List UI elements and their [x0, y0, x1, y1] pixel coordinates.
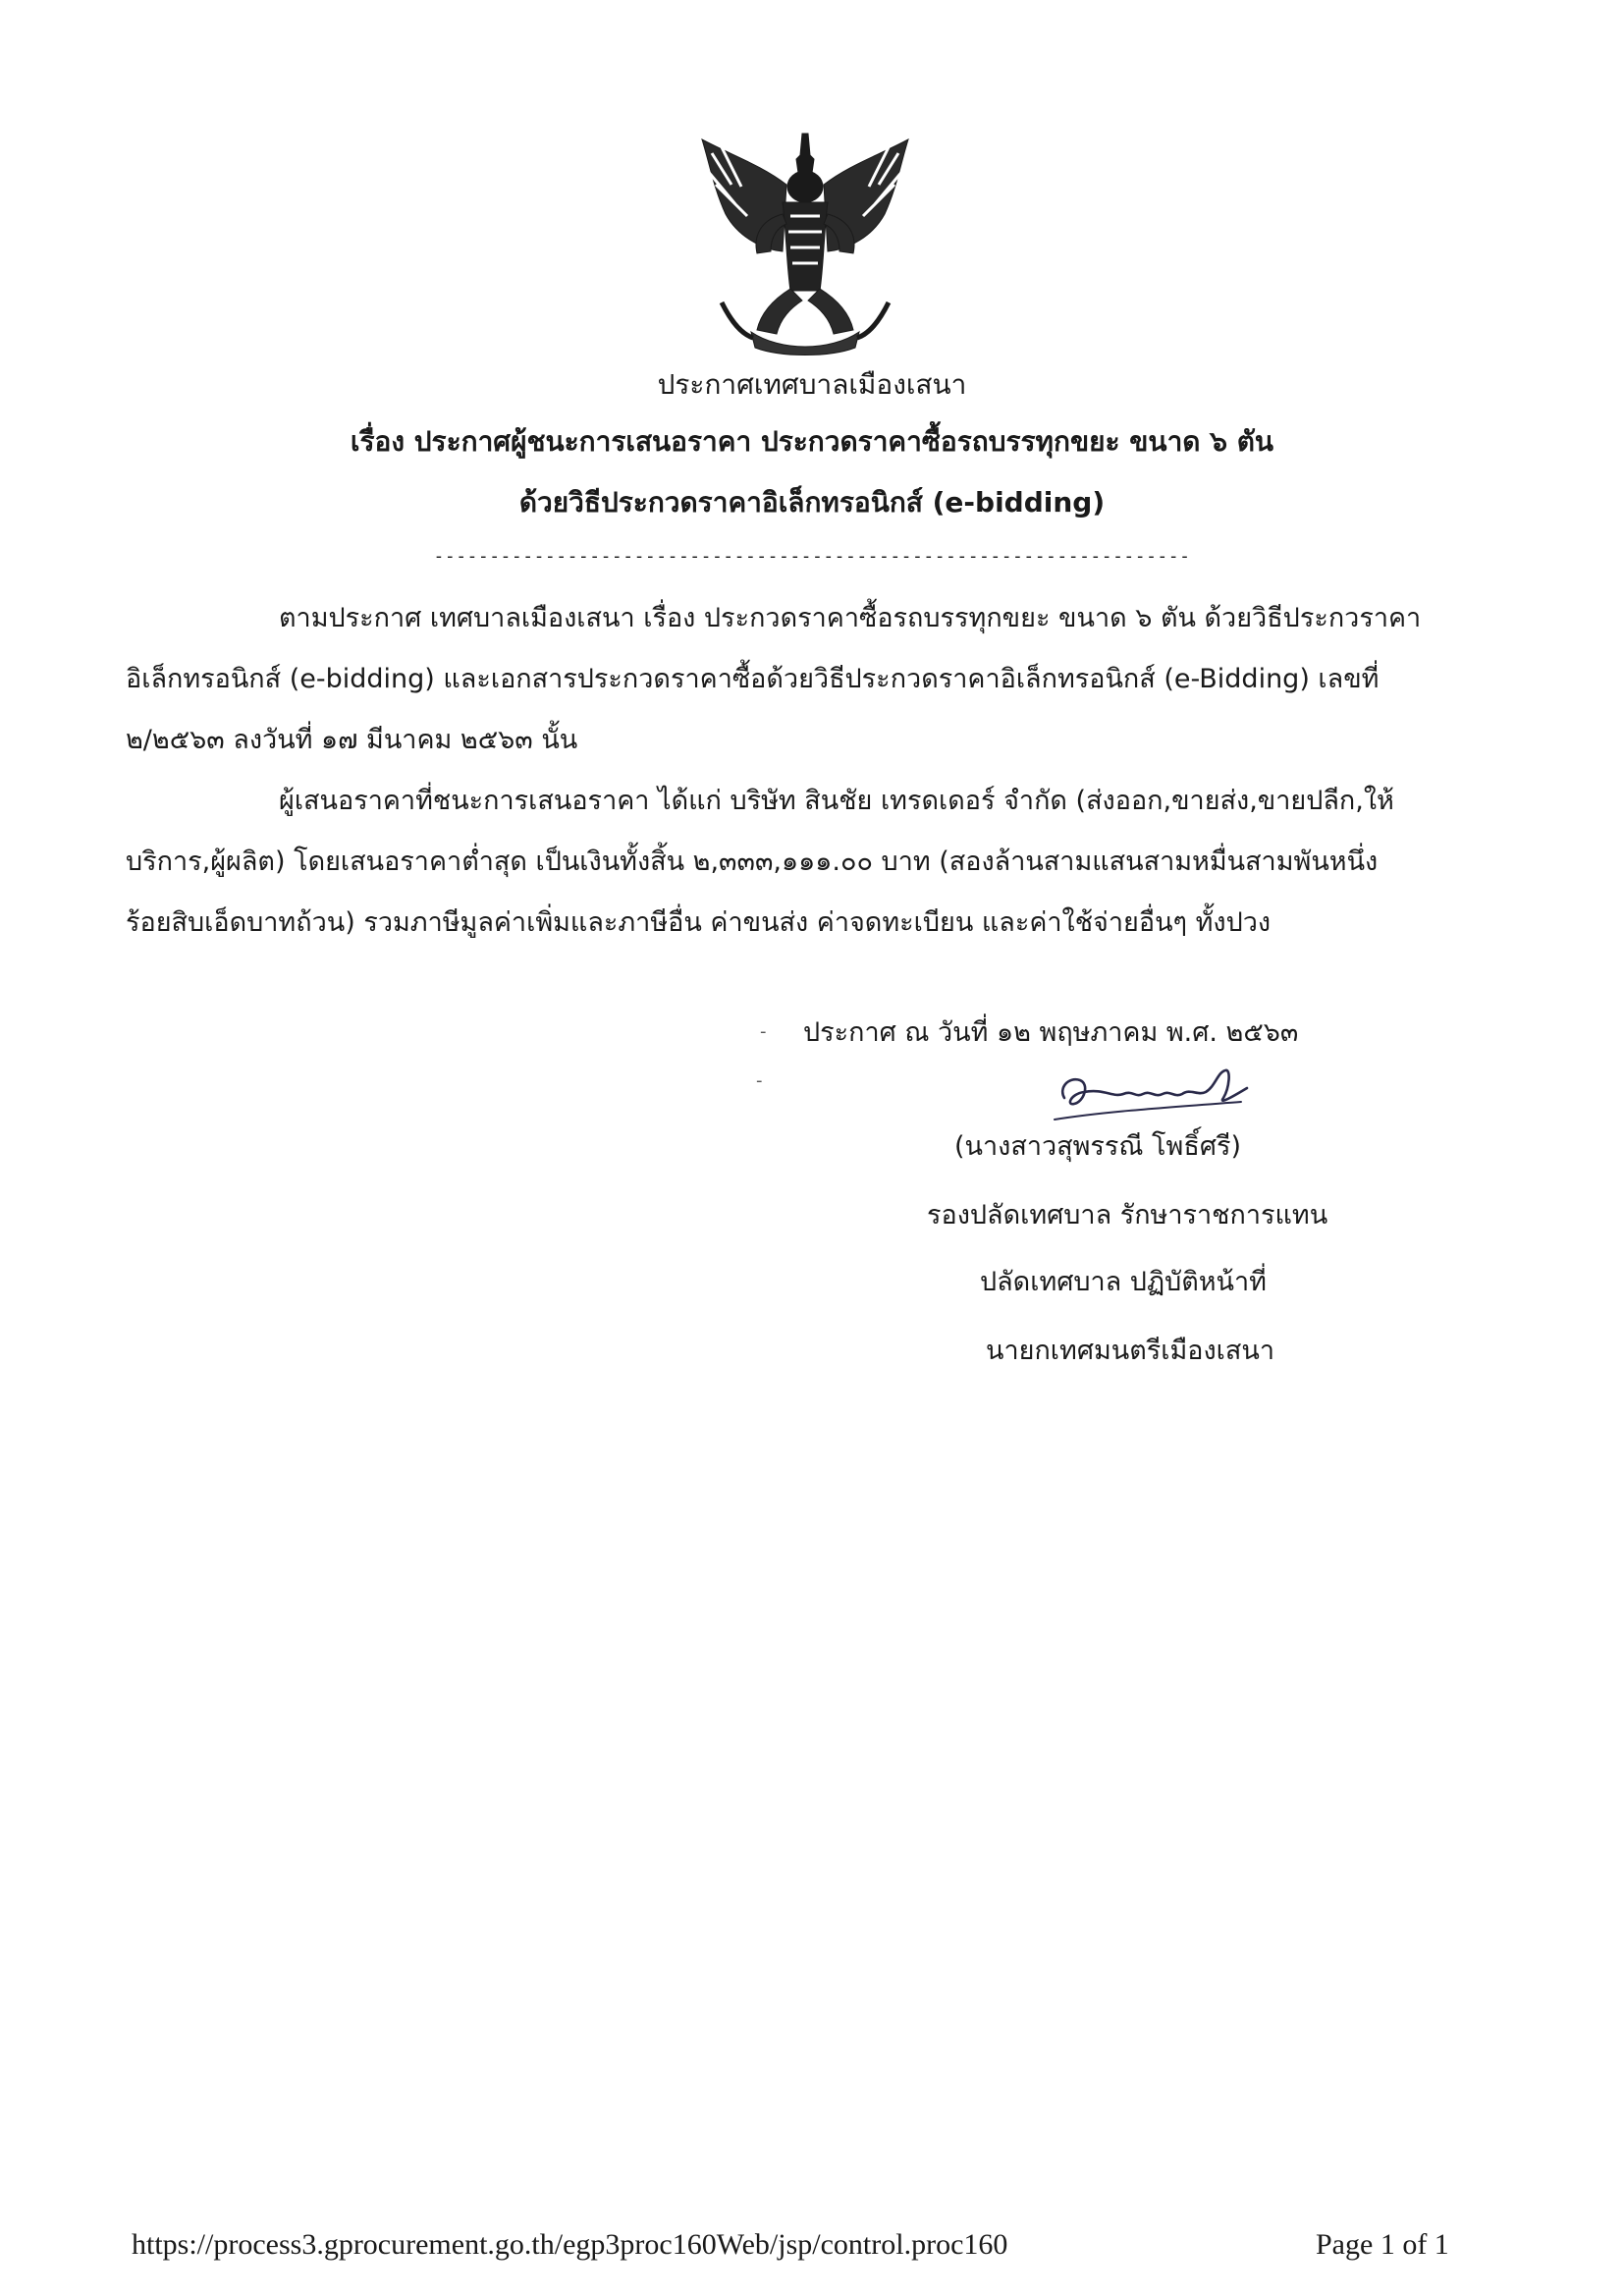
footer-url: https://process3.gprocurement.go.th/egp3proc160Web/jsp/control.proc160 — [132, 2228, 1008, 2261]
scan-mark: - — [756, 1070, 763, 1091]
announcement-date: ประกาศ ณ วันที่ ๑๒ พฤษภาคม พ.ศ. ๒๕๖๓ — [803, 1017, 1299, 1048]
signer-name: (นางสาวสุพรรณี โพธิ์ศรี) — [954, 1131, 1242, 1162]
paragraph-2-line-3: ร้อยสิบเอ็ดบาทถ้วน) รวมภาษีมูลค่าเพิ่มและภาษีอื่น ค่าขนส่ง ค่าจดทะเบียน และค่าใช้จ่ายอื่นๆ ทั้งปวง — [126, 907, 1272, 938]
paragraph-1-line-2: อิเล็กทรอนิกส์ (e-bidding) และเอกสารประกวดราคาซื้อด้วยวิธีประกวดราคาอิเล็กทรอนิกส์ (e-Bidding) เลขที่ — [126, 664, 1380, 694]
signer-position-1: รองปลัดเทศบาล รักษาราชการแทน — [927, 1200, 1328, 1230]
bidding-method: ด้วยวิธีประกวดราคาอิเล็กทรอนิกส์ (e-bidding) — [518, 486, 1106, 519]
paragraph-1-line-3: ๒/๒๕๖๓ ลงวันที่ ๑๗ มีนาคม ๒๕๖๓ นั้น — [126, 725, 578, 755]
garuda-emblem-icon — [692, 126, 918, 357]
org-title: ประกาศเทศบาลเมืองเสนา — [657, 368, 967, 401]
paragraph-2-line-1: ผู้เสนอราคาที่ชนะการเสนอราคา ได้แก่ บริษัท สินชัย เทรดเดอร์ จำกัด (ส่งออก,ขายส่ง,ขายปลีก,ให้ — [279, 786, 1394, 816]
signer-position-3: นายกเทศมนตรีเมืองเสนา — [986, 1336, 1274, 1366]
scan-mark: - — [760, 1021, 767, 1042]
announcement-subject: เรื่อง ประกาศผู้ชนะการเสนอราคา ประกวดราคาซื้อรถบรรทุกขยะ ขนาด ๖ ตัน — [350, 425, 1274, 458]
signer-position-2: ปลัดเทศบาล ปฏิบัติหน้าที่ — [980, 1267, 1267, 1297]
divider: -------------------------------------------------------------------- — [433, 546, 1191, 567]
page-number: Page 1 of 1 — [1316, 2228, 1449, 2261]
paragraph-1-line-1: ตามประกาศ เทศบาลเมืองเสนา เรื่อง ประกวดราคาซื้อรถบรรทุกขยะ ขนาด ๖ ตัน ด้วยวิธีประกวราคา — [279, 603, 1422, 633]
handwritten-signature — [1045, 1059, 1280, 1127]
paragraph-2-line-2: บริการ,ผู้ผลิต) โดยเสนอราคาต่ำสุด เป็นเงินทั้งสิ้น ๒,๓๓๓,๑๑๑.๐๐ บาท (สองล้านสามแสนสามหมื่นสามพันหนึ่ง — [126, 847, 1379, 877]
